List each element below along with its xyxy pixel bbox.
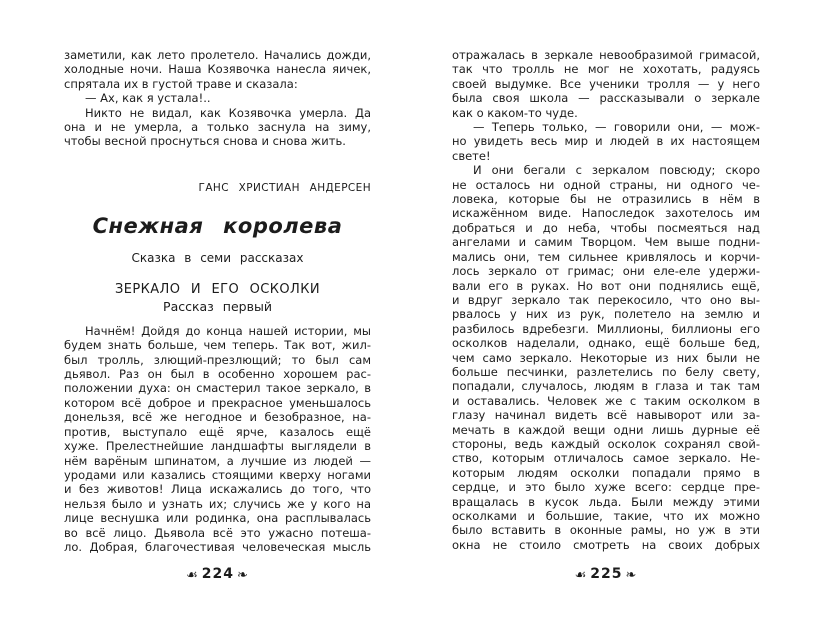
text-line: рвалось у них из рук, полетело на землю и <box>452 307 760 322</box>
text-line: ангелами и самим Творцом. Чем выше подни- <box>452 235 760 250</box>
page-number-value: 225 <box>590 566 623 582</box>
text-line: своей выдумке. Все ученики тролля — у него <box>452 76 760 91</box>
text-line: хуже. Прелестнейшие ландшафты выглядели в <box>64 439 371 454</box>
text-line: добраться и до неба, чтобы посмеяться над <box>452 220 760 235</box>
text-line: спрятала их в густой траве и сказала: <box>64 76 298 91</box>
paragraph <box>64 106 371 149</box>
page-right <box>452 48 760 552</box>
text-line: сердце, и это было хуже всего: сердце пре- <box>452 480 760 495</box>
text-line: положении духа: он смастерил такое зеркало, в <box>64 381 371 396</box>
text-line: донельзя, всё же негодное и безобразное, на- <box>64 410 371 425</box>
text-line: искажённом виде. Напоследок захотелось им <box>452 206 760 221</box>
continuation-paragraph <box>64 48 371 91</box>
text-line: ство, которым отличалось самое зеркало. Не- <box>452 451 760 466</box>
text-line: котором всё доброе и прекрасное уменьшалось <box>64 395 371 410</box>
floral-ornament-right-icon: ❧ <box>625 568 638 583</box>
text-line: не осталось ни одной страны, ни одного че- <box>452 177 760 192</box>
text-line: — Теперь только, — говорили они, — мож- <box>473 120 760 135</box>
text-line: попадали, случалось, людям в глаза и так там <box>452 379 760 394</box>
text-line: мались они, тем сильнее кривлялось и корчи- <box>452 249 760 264</box>
text-line: нельзя было и узнать их; случись же у кого на <box>64 496 371 511</box>
text-line: холодные ночи. Наша Козявочка нанесла яичек, <box>64 62 371 77</box>
story-subtitle: Сказка в семи рассказах <box>131 250 304 265</box>
text-line: ловека, которые бы не отразились в нём в <box>452 192 760 207</box>
page-number-right <box>452 566 760 582</box>
text-line: больше песчинки, разлетелись по белу свету, <box>452 364 760 379</box>
chapter-subheading: Рассказ первый <box>163 298 272 314</box>
body-text-block <box>64 324 371 555</box>
text-line: было вставить в оконные рамы, но уж в эти <box>452 523 760 538</box>
text-line: Начнём! Дойдя до конца нашей истории, мы <box>85 323 371 338</box>
text-line: ло. Добрая, благочестивая человеческая мысль <box>64 539 371 554</box>
floral-ornament-right-icon: ❧ <box>236 568 249 583</box>
chapter-heading: ЗЕРКАЛО И ЕГО ОСКОЛКИ <box>115 281 320 297</box>
text-line: против, выступало ещё ярче, казалось ещё <box>64 424 371 439</box>
text-line: мечать в каждой вещи одни лишь дурные её <box>452 422 760 437</box>
text-line: дьявол. Раз он был в особенно хорошем рас- <box>64 367 371 382</box>
author-name: ГАНС ХРИСТИАН АНДЕРСЕН <box>198 181 371 194</box>
text-line: как о каком-то чуде. <box>452 105 578 120</box>
text-line: нём варёным шпинатом, а лучшие из людей — <box>64 453 371 468</box>
text-line: лось зеркало от гримас; они еле-еле удержи- <box>452 264 760 279</box>
text-line: — Ах, как я устала!.. <box>85 91 211 106</box>
continuation-paragraph <box>452 48 760 120</box>
text-line: уродами или казались стоящими кверху ногами <box>64 467 371 482</box>
text-line: так что тролль не мог не хохотать, радуясь <box>452 62 760 77</box>
story-title: Снежная королева <box>92 213 343 238</box>
text-line: разбилось вдребезги. Миллионы, биллионы его <box>452 321 760 336</box>
paragraph <box>452 163 760 552</box>
text-line: вали его в руках. Но вот они поднялись ещё, <box>452 278 760 293</box>
text-line: был тролль, злющий-презлющий; то был сам <box>64 352 371 367</box>
text-line: лице веснушка или родинка, она расплывалась <box>64 511 371 526</box>
text-line: осколков наделали, однако, ещё больше бед, <box>452 336 760 351</box>
text-line: и оставались. Человек же с таким осколком в <box>452 393 760 408</box>
text-line: свете! <box>452 148 491 163</box>
text-line: которым людям осколки попадали прямо в <box>452 465 760 480</box>
text-line: стороны, ведь каждый осколок сохранял свой- <box>452 436 760 451</box>
text-line: и без животов! Лица искажались до того, что <box>64 482 371 497</box>
text-line: чтобы весной проснуться снова и снова жить. <box>64 134 346 149</box>
floral-ornament-left-icon: ☙ <box>186 568 199 583</box>
paragraph <box>64 91 371 105</box>
text-line: окна не стоило смотреть на своих добрых <box>452 537 760 552</box>
text-line: заметили, как лето пролетело. Начались дожди, <box>64 48 371 62</box>
paragraph <box>452 120 760 163</box>
text-line: и вдруг зеркало так перекосило, что оно вы- <box>452 292 760 307</box>
text-line: И они бегали с зеркалом повсюду; скоро <box>473 163 760 178</box>
text-line: во всё лицо. Дьявола всё это ужасно потеша- <box>64 525 371 540</box>
paragraph <box>64 324 371 555</box>
text-line: отражалась в зеркале невообразимой гримасой, <box>452 48 760 62</box>
text-line: глазу начинал видеть всё навыворот или за- <box>452 408 760 423</box>
body-text-block <box>452 48 760 552</box>
text-line: Никто не видал, как Козявочка умерла. Да <box>85 105 371 120</box>
page-number-value: 224 <box>201 566 234 582</box>
text-line: была своя школа — рассказывали о зеркале <box>452 91 760 106</box>
text-line: она и не умерла, а только заснула на зиму, <box>64 120 371 135</box>
text-line: будем знать больше, чем теперь. Так вот, жил- <box>64 338 371 353</box>
text-line: осколками и большие, такие, что их можно <box>452 509 760 523</box>
page-left <box>64 48 371 554</box>
text-line: но увидеть весь мир и людей в их настоящем <box>452 134 760 149</box>
body-text-block <box>64 48 371 149</box>
text-line: вращалась в кусок льда. Были между этими <box>452 494 760 509</box>
floral-ornament-left-icon: ☙ <box>574 568 588 583</box>
text-line: чем само зеркало. Некоторые из них были не <box>452 350 760 365</box>
page-number-left <box>64 566 371 582</box>
